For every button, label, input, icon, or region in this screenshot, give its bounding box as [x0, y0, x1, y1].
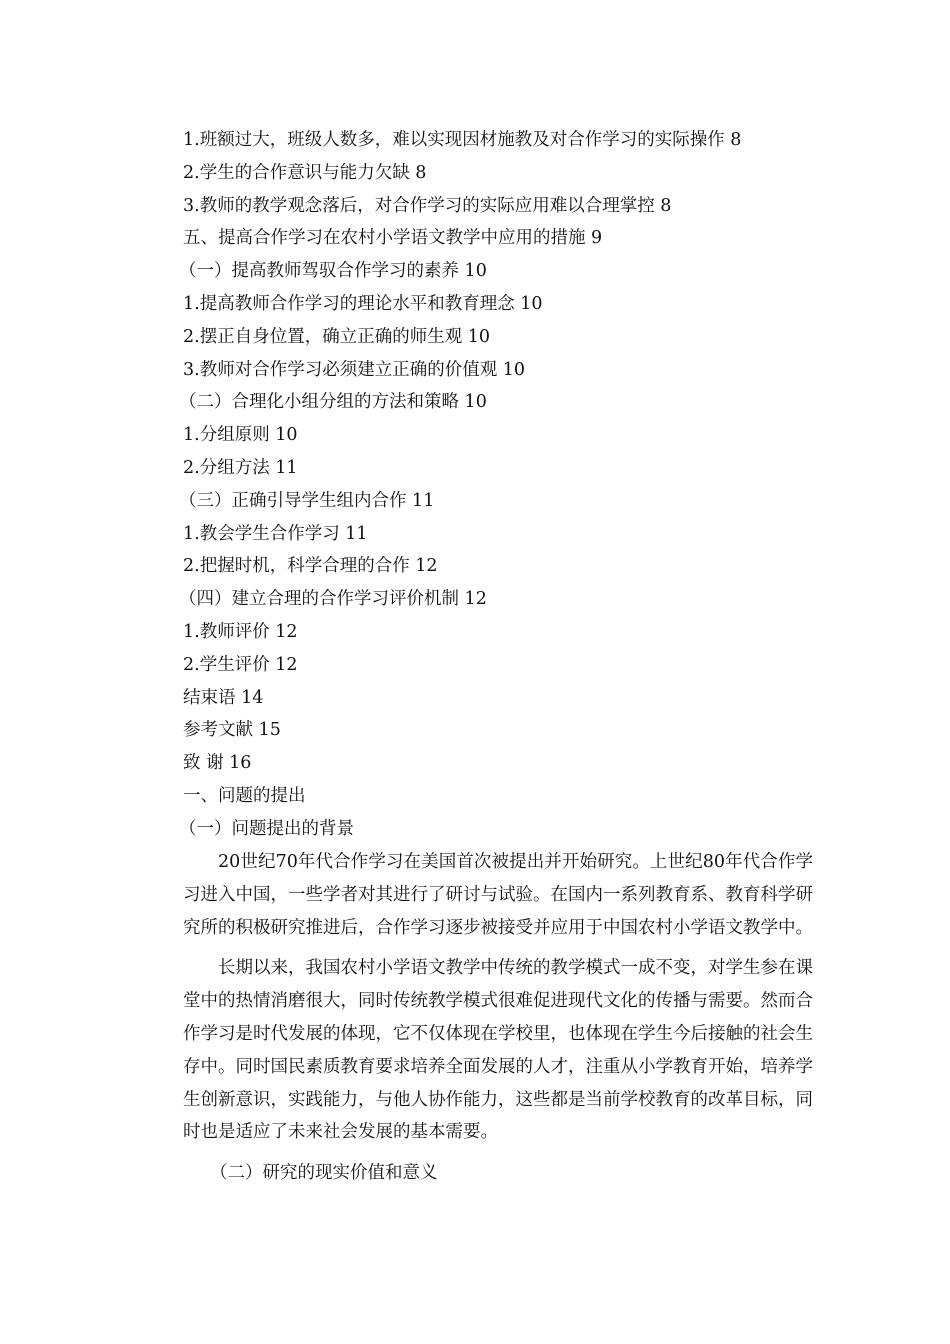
toc-line: （三）正确引导学生组内合作 11: [179, 490, 435, 511]
toc-line: 参考文献 15: [183, 720, 281, 741]
toc-line: 3.教师的教学观念落后，对合作学习的实际应用难以合理掌控 8: [183, 195, 672, 216]
paragraph: 20世纪70年代合作学习在美国首次被提出并开始研究。上世纪80年代合作学习进入中国，一些学者对其进行了研讨与试验。在国内一系列教育系、教育科学研究所的积极研究推进后，合作学习逐步被接受并应用于中国农村小学语文教学中。: [183, 852, 813, 938]
subsection-heading: （一）问题提出的背景: [179, 818, 354, 839]
table-of-contents: [179, 124, 823, 846]
toc-line: 2.学生评价 12: [183, 654, 298, 675]
toc-line: 1.教会学生合作学习 11: [183, 523, 368, 544]
body-text: [183, 846, 813, 1190]
toc-line: 1.班额过大，班级人数多，难以实现因材施教及对合作学习的实际操作 8: [183, 130, 742, 150]
toc-line: 2.学生的合作意识与能力欠缺 8: [183, 162, 427, 183]
toc-line: 五、提高合作学习在农村小学语文教学中应用的措施 9: [183, 228, 603, 249]
toc-line: 结束语 14: [183, 687, 264, 708]
subsection-heading: （二）研究的现实价值和意义: [210, 1163, 438, 1184]
toc-line: 2.分组方法 11: [183, 457, 298, 478]
section-heading: 一、问题的提出: [183, 785, 306, 806]
toc-line: 1.分组原则 10: [183, 425, 298, 446]
toc-line: （一）提高教师驾驭合作学习的素养 10: [179, 261, 487, 282]
toc-line: （二）合理化小组分组的方法和策略 10: [179, 392, 487, 413]
toc-line: 2.摆正自身位置，确立正确的师生观 10: [183, 326, 491, 347]
toc-line: 3.教师对合作学习必须建立正确的价值观 10: [183, 359, 526, 380]
paragraph: 长期以来，我国农村小学语文教学中传统的教学模式一成不变，对学生参在课堂中的热情消磨很大，同时传统教学模式很难促进现代文化的传播与需要。然而合作学习是时代发展的体现，它不仅体现在学校里，也体现在学生今后接触的社会生存中。同时国民素质教育要求培养全面发展的人才，注重从小学教育开始，培养学生创新意识，实践能力，与他人协作能力，这些都是当前学校教育的改革目标，同时也是适应了未来社会发展的基本需要。: [183, 958, 813, 1143]
toc-line: 2.把握时机，科学合理的合作 12: [183, 556, 438, 577]
toc-line: （四）建立合理的合作学习评价机制 12: [179, 589, 487, 610]
toc-line: 1.提高教师合作学习的理论水平和教育理念 10: [183, 293, 543, 314]
toc-line: 1.教师评价 12: [183, 621, 298, 642]
toc-line: 致 谢 16: [183, 753, 252, 774]
